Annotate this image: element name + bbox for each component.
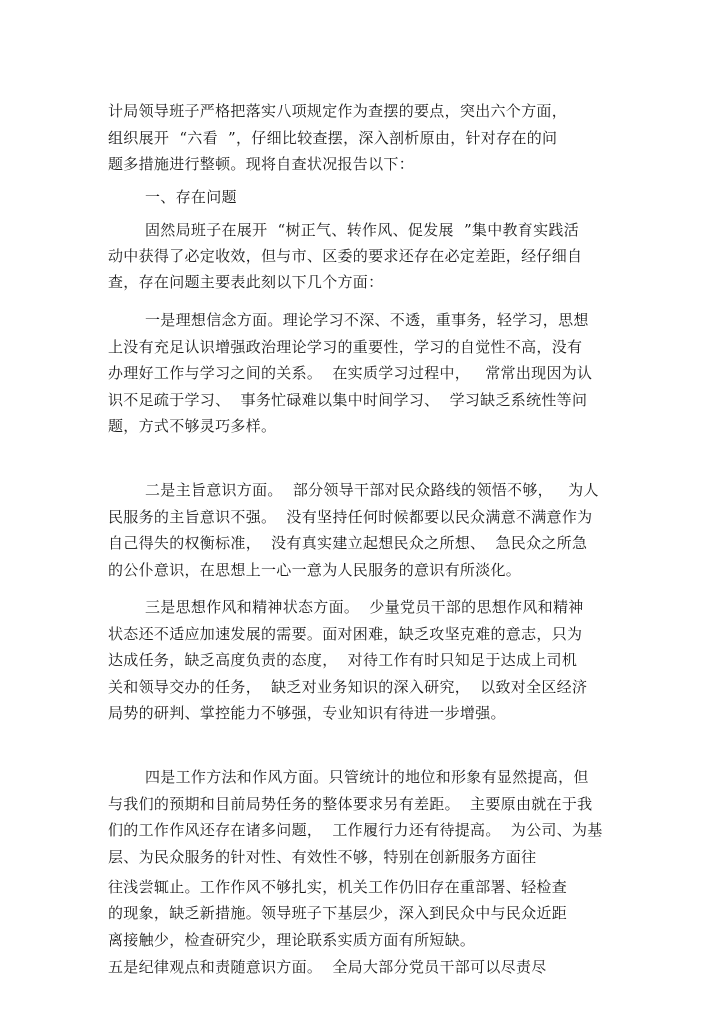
text-line: 关和领导交办的任务， 缺乏对业务知识的深入研究， 以致对全区经济 — [108, 678, 588, 696]
text-line: 一是理想信念方面。理论学习不深、不透，重事务，轻学习，思想 — [145, 311, 589, 329]
section-heading: 一、存在问题 — [145, 188, 237, 206]
text-line: 上没有充足认识增强政治理论学习的重要性，学习的自觉性不高，没有 — [108, 338, 583, 356]
text-line: 离接触少，检查研究少，理论联系实质方面有所短缺。 — [108, 931, 476, 949]
text-line: 动中获得了必定收效，但与市、区委的要求还存在必定差距，经仔细自 — [108, 247, 583, 265]
text-line: 五是纪律观点和责随意识方面。 全局大部分党员干部可以尽责尽 — [108, 958, 547, 976]
text-line: 固然局班子在展开 “树正气、转作风、促发展 ”集中教育实践活 — [145, 221, 580, 239]
text-line: 层、为民众服务的针对性、有效性不够，特别在创新服务方面往 — [108, 848, 537, 866]
text-line: 民服务的主旨意识不强。 没有坚持任何时候都要以民众满意不满意作为 — [108, 508, 593, 526]
text-line: 计局领导班子严格把落实八项规定作为查摆的要点，突出六个方面， — [108, 102, 568, 120]
text-line: 状态还不适应加速发展的需要。面对困难，缺乏攻坚克难的意志，只为 — [108, 625, 583, 643]
text-line: 往浅尝辄止。工作作风不够扎实，机关工作仍旧存在重部署、轻检查 — [108, 878, 568, 896]
text-line: 们的工作作风还存在诸多问题， 工作履行力还有待提高。 为公司、为基 — [108, 821, 603, 839]
text-line: 达成任务，缺乏高度负责的态度， 对待工作有时只知足于达成上司机 — [108, 651, 578, 669]
text-line: 局势的研判、掌控能力不够强，专业知识有待进一步增强。 — [108, 704, 506, 722]
text-line: 组织展开 “六看 ”，仔细比较查摆，深入剖析原由，针对存在的问 — [108, 129, 558, 147]
text-line: 办理好工作与学习之间的关系。 在实质学习过程中， 常常出现因为认 — [108, 364, 593, 382]
text-line: 的公仆意识，在思想上一心一意为人民服务的意识有所淡化。 — [108, 561, 522, 579]
text-line: 题多措施进行整顿。现将自查状况报告以下： — [108, 155, 415, 173]
text-line: 与我们的预期和目前局势任务的整体要求另有差距。 主要原由就在于我 — [108, 795, 593, 813]
text-line: 的现象，缺乏新措施。领导班子下基层少，深入到民众中与民众近距 — [108, 904, 568, 922]
text-line: 三是思想作风和精神状态方面。 少量党员干部的思想作风和精神 — [145, 598, 584, 616]
text-line: 查，存在问题主要表此刻以下几个方面： — [108, 273, 384, 291]
text-line: 识不足疏于学习、 事务忙碌难以集中时间学习、 学习缺乏系统性等问 — [108, 391, 588, 409]
text-line: 二是主旨意识方面。 部分领导干部对民众路线的领悟不够， 为人 — [145, 481, 599, 499]
text-line: 自己得失的权衡标准， 没有真实建立起想民众之所想、 急民众之所急 — [108, 534, 588, 552]
text-line: 题，方式不够灵巧多样。 — [108, 417, 277, 435]
text-line: 四是工作方法和作风方面。只管统计的地位和形象有显然提高，但 — [145, 768, 589, 786]
